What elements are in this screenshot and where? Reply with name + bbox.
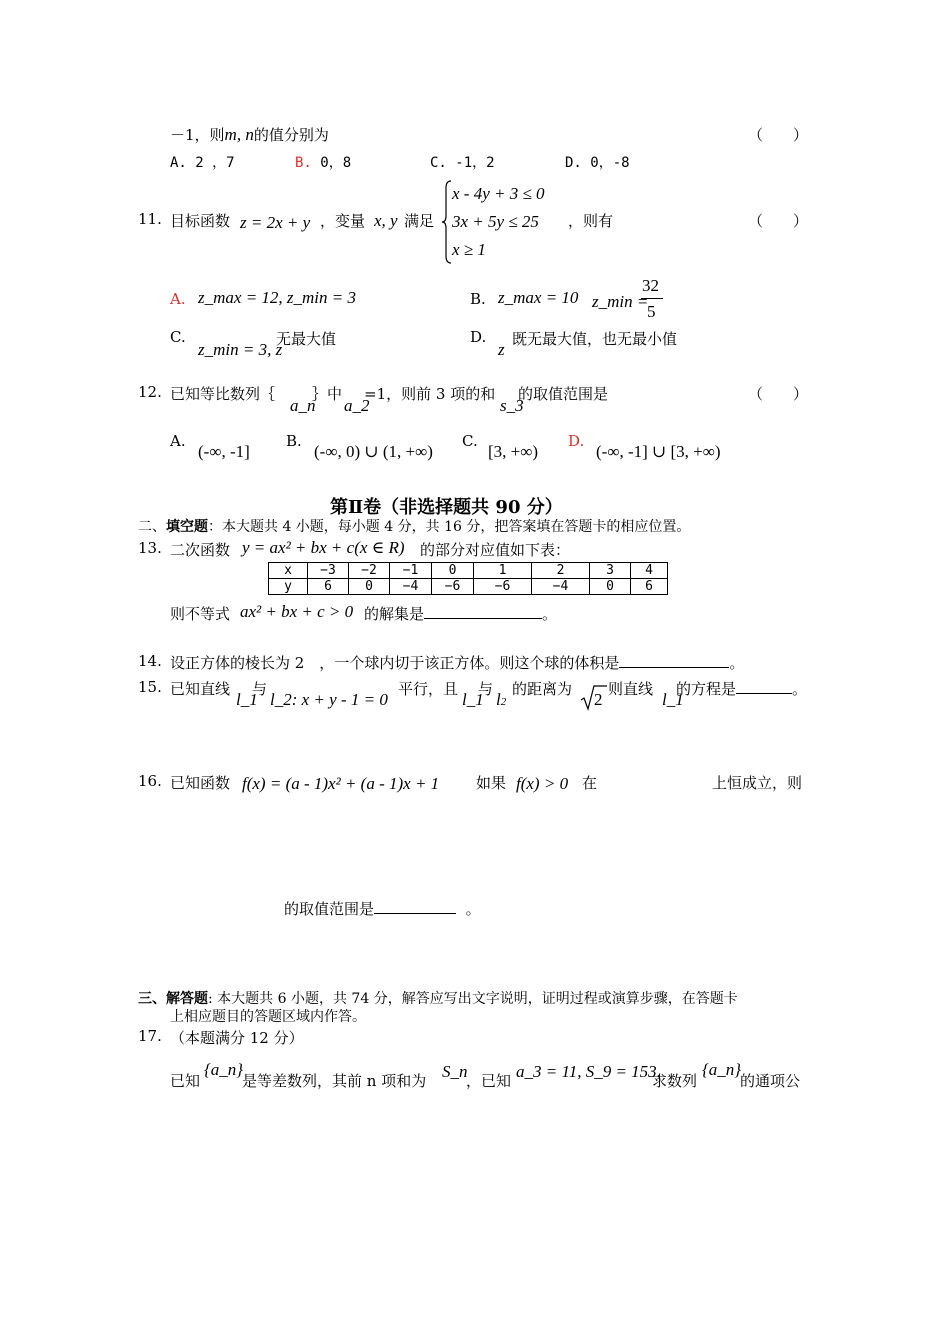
q10-tail2: 的值分别为: [253, 126, 329, 144]
q17-mid: 是等差数列，其前 n 项和为: [242, 1072, 427, 1090]
q14-number: 14.: [138, 652, 162, 670]
q12-a2: a_2: [344, 396, 370, 415]
table-cell: 0: [590, 579, 631, 595]
q11-option-b-label: B.: [470, 290, 486, 308]
table-cell: 6: [631, 579, 668, 595]
table-cell: 2: [532, 563, 590, 579]
q10-answer-paren: （ ）: [748, 126, 809, 144]
table-cell: 3: [590, 563, 631, 579]
q15-answer-blank[interactable]: [736, 679, 792, 694]
q15-sqrt-value: 2: [594, 690, 603, 709]
q14-answer-blank[interactable]: [619, 653, 729, 668]
q17-score: （本题满分 12 分）: [170, 1029, 304, 1047]
q10-vars: m, n: [224, 125, 254, 144]
q12-option-c-label: C.: [462, 432, 478, 450]
q15-lead: 已知直线: [170, 680, 231, 698]
q15-distance: 的距离为: [512, 680, 573, 698]
q13-answer-blank[interactable]: [424, 604, 542, 619]
q10-option-a: A. 2 ，7: [170, 155, 235, 171]
table-cell: 6: [308, 579, 349, 595]
q15-tail: 的方程是 。: [676, 680, 808, 698]
q11-fraction-bar: [641, 298, 663, 299]
q11-option-b-denominator: 5: [647, 302, 656, 321]
q12-lead: 已知等比数列｛: [170, 385, 276, 403]
q17-sn: S_n: [442, 1062, 468, 1081]
q11-constraint-3: x ≥ 1: [452, 240, 486, 259]
q16-number: 16.: [138, 772, 162, 790]
q11-objective: z = 2x + y: [240, 213, 311, 232]
q11-option-c-math: z_min = 3, z: [198, 340, 283, 359]
q12-answer-paren: （ ）: [748, 385, 809, 403]
q15-parallel: 平行，且: [398, 680, 459, 698]
q17-number: 17.: [138, 1027, 162, 1045]
q12-option-b: (-∞, 0) ∪ (1, +∞): [314, 442, 433, 461]
q17-tail: 的通项公: [740, 1072, 801, 1090]
q15-with2: 与: [478, 680, 494, 698]
q10-option-d: D. 0，-8: [565, 155, 630, 171]
table-cell: −4: [532, 579, 590, 595]
q16-function: f(x) = (a - 1)x² + (a - 1)x + 1: [242, 774, 440, 793]
section3-heading: 三、解答题: 本大题共 6 小题，共 74 分，解答应写出文字说明，证明过程或演算步骤，在答题卡: [138, 991, 738, 1007]
q12-s3: s_3: [500, 396, 524, 415]
q15-l1-target: l_1: [662, 690, 684, 709]
q11-option-d-label: D.: [470, 328, 487, 346]
q16-lead: 已知函数: [170, 774, 231, 792]
table-cell: −1: [390, 563, 432, 579]
table-cell: 0: [349, 579, 390, 595]
q16-answer-blank[interactable]: [374, 899, 456, 914]
q16-condition: f(x) > 0: [516, 774, 569, 793]
q12-seq: a_n: [290, 396, 316, 415]
q13-lead: 二次函数: [170, 541, 231, 559]
q12-option-c: [3, +∞): [488, 442, 539, 461]
q12-option-a: (-∞, -1]: [198, 442, 250, 461]
q15-l2-equation: l_2: x + y - 1 = 0: [270, 690, 388, 709]
q10-option-b: B. 0，8: [295, 155, 352, 171]
q11-then: ，则有: [568, 212, 614, 230]
q12-option-b-label: B.: [286, 432, 302, 450]
q16-if: 如果: [476, 774, 507, 792]
q13-ask: 则不等式: [170, 605, 231, 623]
q11-option-a: z_max = 12, z_min = 3: [198, 288, 356, 307]
q15-l2-name: l2: [496, 690, 507, 709]
q11-lead: 目标函数: [170, 212, 231, 230]
table-cell: −6: [474, 579, 532, 595]
q15-with: 与: [252, 680, 268, 698]
q15-then: 则直线: [608, 680, 654, 698]
q10-stem: [170, 124, 329, 145]
table-row: [269, 579, 668, 595]
q17-given: ，已知: [466, 1072, 512, 1090]
table-cell: y: [269, 579, 308, 595]
q10-tail: －1，则: [170, 126, 225, 144]
q11-option-b-part2: z_min =: [592, 292, 649, 311]
q12-tail: 的取值范围是: [518, 385, 609, 403]
q11-option-c-label: C.: [170, 328, 186, 346]
q11-constraint-2: 3x + 5y ≤ 25: [452, 212, 539, 231]
table-cell: −3: [308, 563, 349, 579]
q15-number: 15.: [138, 678, 162, 696]
table-cell: −4: [390, 579, 432, 595]
q11-cond-label: 满足: [404, 212, 435, 230]
q14-text: 设正方体的棱长为 2 ，一个球内切于该正方体。则这个球的体积是 。: [170, 654, 745, 672]
q13-function: y = ax² + bx + c(x ∈ R): [242, 538, 405, 557]
q16-at: 在: [582, 774, 598, 792]
table-cell: x: [269, 563, 308, 579]
q11-answer-paren: （ ）: [748, 212, 809, 230]
q16-hold: 上恒成立，则: [712, 774, 803, 792]
q13-inequality: ax² + bx + c > 0: [240, 602, 354, 621]
q16-range: 的取值范围是 。: [284, 900, 481, 918]
q17-seq2: {a_n}: [702, 1060, 742, 1079]
q12-option-d: (-∞, -1] ∪ [3, +∞): [596, 442, 721, 461]
table-cell: 4: [631, 563, 668, 579]
q10-option-c: C. -1，2: [430, 155, 495, 171]
q12-number: 12.: [138, 383, 162, 401]
q15-l1: l_1: [236, 690, 258, 709]
q12-option-a-label: A.: [170, 432, 186, 450]
q12-cond: =1，则前 3 项的和: [364, 385, 496, 403]
q11-option-c-text: 无最大值: [276, 330, 337, 348]
table-cell: 0: [432, 563, 474, 579]
q17-seq: {a_n}: [204, 1060, 244, 1079]
q13-tail: 的部分对应值如下表：: [420, 541, 571, 559]
table-cell: 1: [474, 563, 532, 579]
q13-value-table: [268, 562, 668, 595]
q11-option-d-text: 既无最大值，也无最小值: [512, 330, 678, 348]
q11-option-d-math: z: [498, 340, 505, 359]
q11-option-b-part1: z_max = 10: [498, 288, 579, 307]
q17-condition: a_3 = 11, S_9 = 153,: [516, 1062, 661, 1081]
q17-lead: 已知: [170, 1072, 201, 1090]
q11-number: 11.: [138, 210, 162, 228]
q12-mid: ｝中: [312, 385, 343, 403]
q12-option-d-label: D.: [568, 432, 585, 450]
q11-option-a-label: A.: [170, 290, 186, 308]
table-row: [269, 563, 668, 579]
section2-title: 第Ⅱ卷（非选择题共 90 分）: [330, 497, 563, 518]
q11-brace: [442, 180, 452, 264]
q15-l1-again: l_1: [462, 690, 484, 709]
q11-option-b-numerator: 32: [642, 276, 659, 295]
table-cell: −6: [432, 579, 474, 595]
q11-vars: x, y: [374, 211, 398, 230]
q13-number: 13.: [138, 539, 162, 557]
q11-mid: ，变量: [320, 212, 366, 230]
q17-ask: 求数列: [652, 1072, 698, 1090]
section3-heading-line2: 上相应题目的答题区域内作答。: [170, 1009, 366, 1025]
q11-constraint-1: x - 4y + 3 ≤ 0: [452, 184, 545, 203]
section2-heading: 二、填空题：本大题共 4 小题，每小题 4 分，共 16 分，把答案填在答题卡的相应位置。: [138, 519, 691, 535]
table-cell: −2: [349, 563, 390, 579]
q13-ask-tail: 的解集是 。: [364, 605, 558, 623]
